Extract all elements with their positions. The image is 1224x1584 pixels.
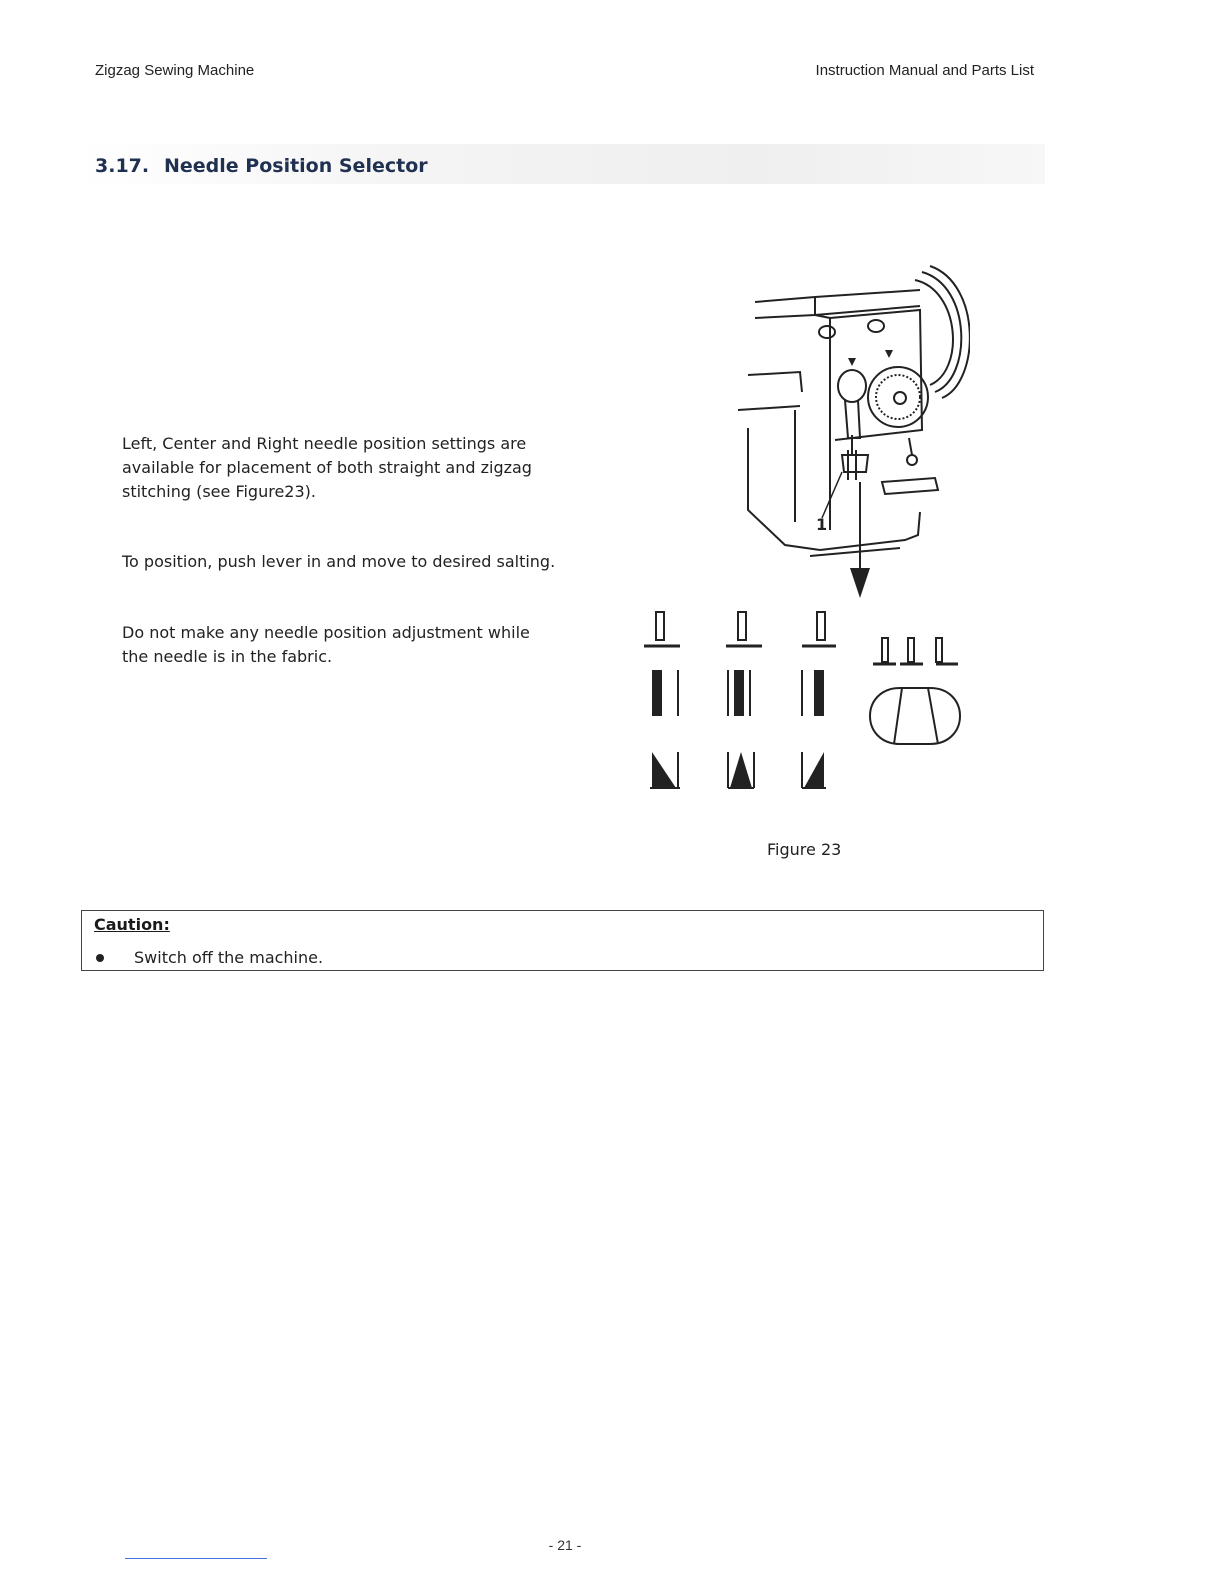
figure-needle-position-illustration — [630, 260, 970, 800]
paragraph-warning-fabric: Do not make any needle position adjustment while the needle is in the fabric. — [122, 623, 530, 666]
page-number: - 21 - — [548, 1537, 582, 1553]
callout-number: 1 — [816, 515, 828, 534]
sewing-machine-illustration — [630, 260, 970, 800]
down-arrow-icon — [850, 568, 870, 598]
paragraph-needle-positions: Left, Center and Right needle position settings are available for placement of both straight and zigzag stitching (see Figure23). — [122, 434, 532, 501]
figure-caption: Figure 23 — [767, 840, 842, 859]
bullet-icon — [96, 954, 104, 962]
caution-box — [81, 910, 1044, 971]
caution-item: Switch off the machine. — [134, 948, 324, 967]
section-heading — [80, 144, 1045, 184]
caution-title: Caution: — [94, 915, 170, 934]
footer-rule — [125, 1558, 267, 1559]
section-title: Needle Position Selector — [164, 155, 428, 177]
paragraph-how-to-position: To position, push lever in and move to desired salting. — [122, 552, 556, 571]
header-right-title: Instruction Manual and Parts List — [815, 62, 1034, 79]
header-left-title: Zigzag Sewing Machine — [95, 62, 255, 79]
section-number: 3.17. — [95, 155, 150, 177]
